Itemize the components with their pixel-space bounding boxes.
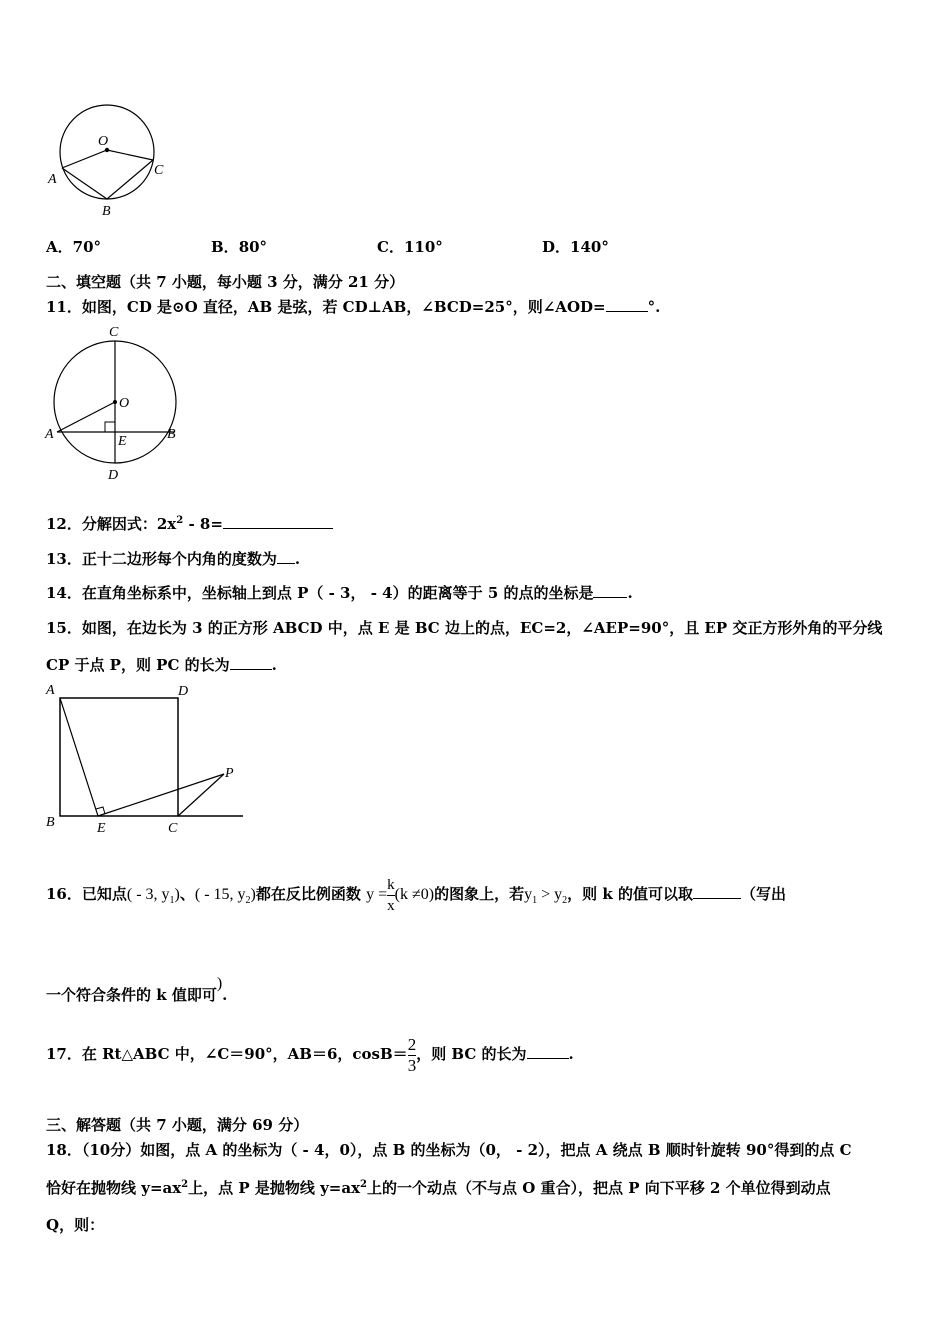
label-E: E — [118, 434, 127, 449]
label-C: C — [168, 821, 178, 836]
label-C: C — [109, 325, 119, 340]
question-18-line-2: 恰好在抛物线 $y=ax^2$上，点 P 是抛物线 $y=ax^2$上的一个动点（不与点 O 重合），把点 P 向下平移 2 个单位得到动点 — [46, 1179, 831, 1197]
choice-b: B．80° — [211, 238, 268, 256]
choice-d: D．140° — [542, 238, 609, 256]
label-B: B — [46, 815, 55, 830]
question-13: 13．正十二边形每个内角的度数为 . — [46, 550, 301, 568]
label-O: O — [119, 396, 130, 411]
question-16-line-1: 16．已知点( - 3, $y_1$)、( - 15, $y_2$)都在反比例函数 y = $\frac{k}{x}$ (k ≠0)的图象上，若$y_1 > y_2$，则 k 的值可以取 （写出 — [46, 876, 786, 914]
label-A: A — [45, 427, 54, 442]
circle-figure-q11 — [40, 320, 190, 485]
label-A: A — [48, 172, 57, 187]
fraction-two-thirds: $\frac{2}{3}$ — [407, 1034, 417, 1075]
label-A: A — [46, 683, 55, 698]
label-P: P — [225, 766, 234, 781]
circle-figure-q10 — [40, 95, 180, 225]
question-18-line-3: Q，则： — [46, 1216, 105, 1234]
choice-a: A．70° — [46, 238, 102, 256]
section-3-title: 三、解答题（共 7 小题，满分 69 分） — [46, 1116, 309, 1134]
fraction-k-over-x: $\frac{k}{x}$ — [387, 876, 395, 914]
label-D: D — [108, 468, 119, 483]
label-E: E — [97, 821, 106, 836]
label-C: C — [154, 163, 164, 178]
label-B: B — [167, 427, 176, 442]
question-15-line-1: 15．如图，在边长为 3 的正方形 ABCD 中，点 E 是 BC 边上的点，EC=2，∠AEP=90°，且 EP 交正方形外角的平分线 — [46, 619, 883, 637]
question-11: 11．如图，CD 是⊙O 直径，AB 是弦，若 CD⊥AB，∠BCD=25°，则∠AOD= °. — [46, 298, 661, 316]
section-2-title: 二、填空题（共 7 小题，每小题 3 分，满分 21 分） — [46, 273, 405, 291]
label-O: O — [98, 134, 109, 149]
question-14: 14．在直角坐标系中，坐标轴上到点 P（ - 3， - 4）的距离等于 5 的点的坐标是 . — [46, 584, 633, 602]
question-12: 12．分解因式：$2x^2 - 8=$ — [46, 513, 333, 534]
square-figure-q15 — [40, 678, 250, 838]
question-15-line-2: CP 于点 P，则 PC 的长为 . — [46, 656, 277, 674]
question-18-line-1: 18．（10分）如图，点 A 的坐标为（ - 4，0），点 B 的坐标为（0， - 2），把点 A 绕点 B 顺时针旋转 90°得到的点 C — [46, 1141, 852, 1159]
question-16-line-2: 一个符合条件的 k 值即可). — [46, 975, 228, 1004]
choice-c: C．110° — [377, 238, 443, 256]
question-17: 17．在 Rt△ABC 中，∠C＝90°，AB＝6，cosB＝ $\frac{2}{3}$ ，则 BC 的长为 . — [46, 1034, 574, 1075]
label-D: D — [178, 684, 189, 699]
label-B: B — [102, 204, 111, 219]
